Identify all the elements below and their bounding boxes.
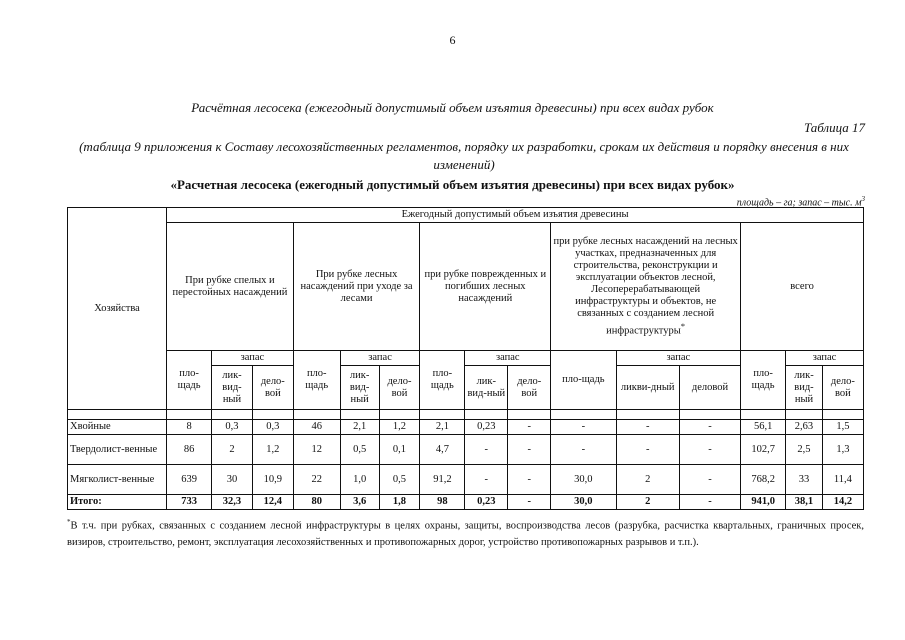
table-number: Таблица 17 bbox=[803, 120, 865, 135]
header-liquid: лик-вид-ный bbox=[212, 366, 253, 410]
spacer-cell bbox=[167, 410, 212, 420]
units-text: площадь – га; запас – тыс. м bbox=[736, 197, 862, 209]
header-stock: запас bbox=[465, 351, 551, 366]
table-cell: - bbox=[508, 465, 551, 495]
table-cell: 733 bbox=[167, 495, 212, 510]
spacer-cell bbox=[465, 410, 508, 420]
header-group-mature: При рубке спелых и перестойных насаждений bbox=[167, 223, 294, 351]
row-name: Хвойные bbox=[68, 420, 167, 435]
table-cell: 0,23 bbox=[465, 495, 508, 510]
spacer-cell bbox=[508, 410, 551, 420]
header-group-total: всего bbox=[741, 223, 864, 351]
table-cell: 1,2 bbox=[252, 435, 293, 465]
table-cell: 4,7 bbox=[420, 435, 465, 465]
table-cell: 2 bbox=[616, 465, 679, 495]
table-cell: 639 bbox=[167, 465, 212, 495]
table-cell: - bbox=[465, 465, 508, 495]
row-name: Мягколист-венные bbox=[68, 465, 167, 495]
table-cell: 30 bbox=[212, 465, 253, 495]
header-liquid: ликви-дный bbox=[616, 366, 679, 410]
table-row bbox=[68, 465, 864, 495]
header-stock: запас bbox=[786, 351, 864, 366]
table-cell: 32,3 bbox=[212, 495, 253, 510]
table-cell: - bbox=[616, 420, 679, 435]
spacer-cell bbox=[551, 410, 616, 420]
table-cell: 98 bbox=[420, 495, 465, 510]
table-cell: 14,2 bbox=[822, 495, 863, 510]
table-cell: - bbox=[679, 420, 740, 435]
units-sup: 3 bbox=[861, 195, 865, 203]
allowable-cut-table bbox=[67, 207, 864, 510]
header-area: пло-щадь bbox=[741, 351, 786, 410]
header-area: пло-щадь bbox=[551, 351, 616, 410]
table-cell: 768,2 bbox=[741, 465, 786, 495]
footnote bbox=[67, 514, 864, 551]
italic-title: Расчётная лесосека (ежегодный допустимый объем изъятия древесины) при всех видах рубок bbox=[191, 100, 714, 115]
header-area: пло-щадь bbox=[420, 351, 465, 410]
table-cell: 1,2 bbox=[379, 420, 420, 435]
table-cell: 1,3 bbox=[822, 435, 863, 465]
table-cell: 0,3 bbox=[212, 420, 253, 435]
spacer-cell bbox=[68, 410, 167, 420]
table-cell: 1,8 bbox=[379, 495, 420, 510]
table-cell: - bbox=[465, 435, 508, 465]
header-commercial: дело-вой bbox=[508, 366, 551, 410]
header-area: пло-щадь bbox=[167, 351, 212, 410]
table-cell: 22 bbox=[293, 465, 340, 495]
table-cell: 91,2 bbox=[420, 465, 465, 495]
footnote-text: В т.ч. при рубках, связанных с созданием лесной инфраструктуры в целях охраны, защиты, воспроизводства лесов (разрубка, расчистка квартальных, граничных просек, визиров, строительство, ремонт, эксплуатация лесохозяйственных и противопожарных дорог, устройство противопожарных разрывов и т.п.). bbox=[67, 520, 864, 548]
table-cell: - bbox=[508, 495, 551, 510]
spacer-cell bbox=[786, 410, 823, 420]
header-area: пло-щадь bbox=[293, 351, 340, 410]
footnote-mark: * bbox=[67, 518, 71, 526]
italic-note: (таблица 9 приложения к Составу лесохозяйственных регламентов, порядку их разработки, срокам их действия и порядку внесения в них изменений) bbox=[79, 139, 849, 172]
table-cell: - bbox=[551, 420, 616, 435]
table-cell: 80 bbox=[293, 495, 340, 510]
header-commercial: деловой bbox=[679, 366, 740, 410]
table-cell: 12 bbox=[293, 435, 340, 465]
table-cell: 33 bbox=[786, 465, 823, 495]
spacer-cell bbox=[293, 410, 340, 420]
table-cell: - bbox=[616, 435, 679, 465]
table-cell: 12,4 bbox=[252, 495, 293, 510]
table-total-row bbox=[68, 495, 864, 510]
header-stock: запас bbox=[340, 351, 420, 366]
table-cell: 2,63 bbox=[786, 420, 823, 435]
table-cell: 0,1 bbox=[379, 435, 420, 465]
header-liquid: лик-вид-ный bbox=[786, 366, 823, 410]
table-cell: 102,7 bbox=[741, 435, 786, 465]
header-commercial: дело-вой bbox=[822, 366, 863, 410]
table-cell: 0,5 bbox=[379, 465, 420, 495]
spacer-cell bbox=[679, 410, 740, 420]
table-cell: 2,5 bbox=[786, 435, 823, 465]
table-cell: 2,1 bbox=[340, 420, 379, 435]
table-cell: 10,9 bbox=[252, 465, 293, 495]
table-cell: 2,1 bbox=[420, 420, 465, 435]
header-group-infrastructure-sup: * bbox=[680, 320, 686, 331]
header-stock: запас bbox=[212, 351, 294, 366]
table-cell: 38,1 bbox=[786, 495, 823, 510]
table-cell: 86 bbox=[167, 435, 212, 465]
bold-title: «Расчетная лесосека (ежегодный допустимый объем изъятия древесины) при всех видах рубок» bbox=[170, 177, 735, 192]
table-cell: 11,4 bbox=[822, 465, 863, 495]
spacer-cell bbox=[741, 410, 786, 420]
table-cell: 0,23 bbox=[465, 420, 508, 435]
table-cell: 2 bbox=[212, 435, 253, 465]
table-cell: - bbox=[508, 435, 551, 465]
table-cell: 3,6 bbox=[340, 495, 379, 510]
page-number: 6 bbox=[449, 33, 456, 47]
header-stock: запас bbox=[616, 351, 741, 366]
table-cell: - bbox=[679, 465, 740, 495]
spacer-cell bbox=[379, 410, 420, 420]
table-cell: 2 bbox=[616, 495, 679, 510]
table-row bbox=[68, 435, 864, 465]
table-cell: 30,0 bbox=[551, 465, 616, 495]
header-commercial: дело-вой bbox=[379, 366, 420, 410]
spacer-cell bbox=[212, 410, 253, 420]
table-cell: 0,5 bbox=[340, 435, 379, 465]
spacer-cell bbox=[340, 410, 379, 420]
header-commercial: дело-вой bbox=[252, 366, 293, 410]
table-cell: 941,0 bbox=[741, 495, 786, 510]
spacer-cell bbox=[822, 410, 863, 420]
header-liquid: лик-вид-ный bbox=[340, 366, 379, 410]
table-cell: 46 bbox=[293, 420, 340, 435]
table-cell: - bbox=[508, 420, 551, 435]
spacer-cell bbox=[616, 410, 679, 420]
table-cell: 0,3 bbox=[252, 420, 293, 435]
table-cell: 30,0 bbox=[551, 495, 616, 510]
header-group-infrastructure-text: при рубке лесных насаждений на лесных участках, предназначенных для строительства, реконструкции и эксплуатации объектов лесной, Лесоперерабатывающей инфраструктуры и объектов, не связанных с созданием лесной инфраструктуры bbox=[553, 235, 738, 337]
table-cell: 56,1 bbox=[741, 420, 786, 435]
table-cell: 8 bbox=[167, 420, 212, 435]
header-liquid: лик-вид-ный bbox=[465, 366, 508, 410]
table-cell: 1,5 bbox=[822, 420, 863, 435]
table-cell: - bbox=[679, 435, 740, 465]
spacer-cell bbox=[252, 410, 293, 420]
header-group-infrastructure bbox=[551, 223, 741, 351]
header-farms: Хозяйства bbox=[68, 208, 167, 410]
row-name: Итого: bbox=[68, 495, 167, 510]
header-group-damaged: при рубке поврежденных и погибших лесных насаждений bbox=[420, 223, 551, 351]
row-name: Твердолист-венные bbox=[68, 435, 167, 465]
spacer-cell bbox=[420, 410, 465, 420]
table-row bbox=[68, 420, 864, 435]
table-cell: - bbox=[679, 495, 740, 510]
header-group-care: При рубке лесных насаждений при уходе за лесами bbox=[293, 223, 420, 351]
table-cell: 1,0 bbox=[340, 465, 379, 495]
header-annual: Ежегодный допустимый объем изъятия древесины bbox=[167, 208, 864, 223]
table-cell: - bbox=[551, 435, 616, 465]
